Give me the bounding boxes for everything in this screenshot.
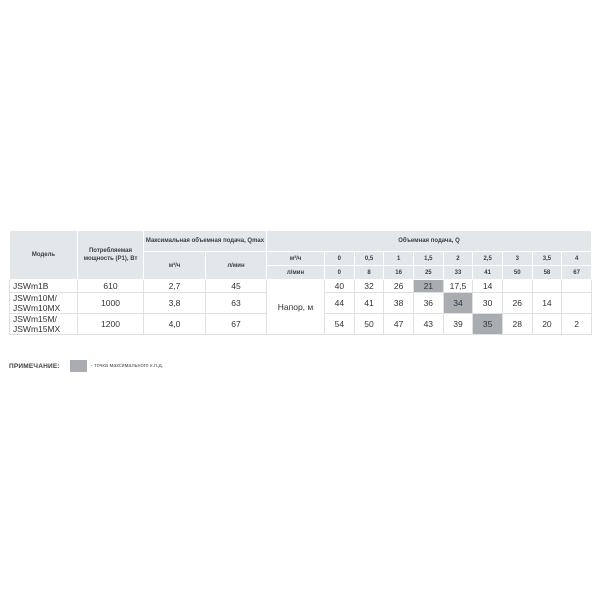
power-cell: 1000 — [78, 293, 144, 314]
qmax-lmin-cell: 45 — [206, 280, 267, 293]
pump-performance-table-wrap — [9, 230, 592, 335]
table-body — [10, 280, 592, 335]
head-value-cell — [532, 280, 562, 293]
head-label-cell: Напор, м — [267, 280, 325, 335]
head-value-cell: 43 — [413, 314, 443, 335]
head-value-cell — [502, 280, 532, 293]
header-flow-m3h-2: 1 — [384, 252, 414, 266]
header-flow-lmin-0: 0 — [325, 266, 355, 280]
head-value-cell: 36 — [413, 293, 443, 314]
header-flow-m3h-3: 1,5 — [413, 252, 443, 266]
header-flow-m3h-7: 3,5 — [532, 252, 562, 266]
header-model: Модель — [10, 231, 78, 280]
head-value-cell: 50 — [354, 314, 384, 335]
head-value-cell: 38 — [384, 293, 414, 314]
header-flow-lmin-6: 50 — [502, 266, 532, 280]
head-value-cell: 32 — [354, 280, 384, 293]
header-flow-m3h-5: 2,5 — [473, 252, 503, 266]
head-value-cell — [562, 280, 592, 293]
head-value-cell: 39 — [443, 314, 473, 335]
table-header — [10, 231, 592, 280]
pump-performance-table — [9, 230, 592, 335]
header-qmax: Максимальная объемная подача, Qmax — [144, 231, 267, 252]
header-flow-lmin-1: 8 — [354, 266, 384, 280]
qmax-m3h-cell: 3,8 — [144, 293, 206, 314]
model-cell: JSWm15M/ JSWm15MX — [10, 314, 78, 335]
head-value-cell: 20 — [532, 314, 562, 335]
qmax-m3h-cell: 4,0 — [144, 314, 206, 335]
header-flow-lmin-7: 58 — [532, 266, 562, 280]
header-flow-lmin-2: 16 — [384, 266, 414, 280]
header-power: Потребляемая мощность (P1), Вт — [78, 231, 144, 280]
header-flow-m3h-6: 3 — [502, 252, 532, 266]
note-label: ПРИМЕЧАНИЕ: — [9, 362, 60, 370]
head-value-cell: 44 — [325, 293, 355, 314]
head-value-cell: 17,5 — [443, 280, 473, 293]
header-flow-m3h-4: 2 — [443, 252, 473, 266]
head-value-cell — [562, 293, 592, 314]
header-flow-m3h-1: 0,5 — [354, 252, 384, 266]
head-value-cell: 30 — [473, 293, 503, 314]
header-flow-m3h-8: 4 — [562, 252, 592, 266]
head-value-cell-max-efficiency: 35 — [473, 314, 503, 335]
qmax-lmin-cell: 67 — [206, 314, 267, 335]
note-text: - точка максимального к.п.д. — [90, 363, 164, 369]
note-highlight-swatch — [70, 360, 87, 372]
head-value-cell: 14 — [473, 280, 503, 293]
header-flow-m3h-0: 0 — [325, 252, 355, 266]
header-qmax-m3h: м³/ч — [144, 252, 206, 280]
header-flow-unit-lmin: л/мин — [267, 266, 325, 280]
header-flow-lmin-4: 33 — [443, 266, 473, 280]
header-flow-lmin-8: 67 — [562, 266, 592, 280]
header-flow-unit-m3h: м³/ч — [267, 252, 325, 266]
power-cell: 610 — [78, 280, 144, 293]
model-cell: JSWm10M/ JSWm10MX — [10, 293, 78, 314]
qmax-lmin-cell: 63 — [206, 293, 267, 314]
note — [9, 360, 163, 372]
header-qmax-lmin: л/мин — [206, 252, 267, 280]
header-flow: Объемная подача, Q — [267, 231, 592, 252]
table-row — [10, 280, 592, 293]
head-value-cell: 28 — [502, 314, 532, 335]
head-value-cell: 54 — [325, 314, 355, 335]
head-value-cell: 41 — [354, 293, 384, 314]
model-cell: JSWm1B — [10, 280, 78, 293]
head-value-cell: 26 — [384, 280, 414, 293]
header-flow-lmin-3: 25 — [413, 266, 443, 280]
head-value-cell: 26 — [502, 293, 532, 314]
head-value-cell: 40 — [325, 280, 355, 293]
head-value-cell-max-efficiency: 34 — [443, 293, 473, 314]
power-cell: 1200 — [78, 314, 144, 335]
qmax-m3h-cell: 2,7 — [144, 280, 206, 293]
head-value-cell: 47 — [384, 314, 414, 335]
head-value-cell: 14 — [532, 293, 562, 314]
head-value-cell-max-efficiency: 21 — [413, 280, 443, 293]
header-flow-lmin-5: 41 — [473, 266, 503, 280]
head-value-cell: 2 — [562, 314, 592, 335]
